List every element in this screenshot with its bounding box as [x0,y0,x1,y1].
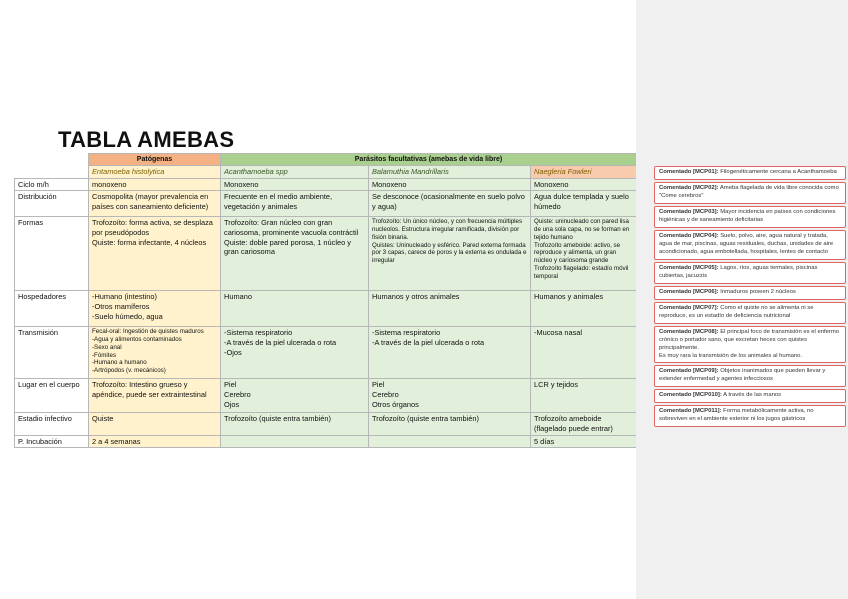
comment-text: Mayor incidencia en países con condiciones higiénicas y de saneamiento deficitarias [659,208,836,223]
cell-transmision-naegleria: -Mucosa nasal [531,327,637,379]
comment-text: Filogenéticamente cercana a Acanthamoeba [720,169,837,175]
cell-distribucion-balamuthia: Se desconoce (ocasionalmente en suelo polvo y agua) [369,191,531,217]
amebas-table [14,153,637,448]
comment-box[interactable] [654,166,846,180]
comment-box[interactable] [654,182,846,204]
empty-corner-2 [15,166,89,179]
cell-incubacion-entamoeba: 2 a 4 semanas [89,435,221,448]
table-row-hospedadores [15,291,637,327]
cell-ciclo-acanthamoeba: Monoxeno [221,178,369,191]
cell-distribucion-acanthamoeba: Frecuente en el medio ambiente, vegetación y animales [221,191,369,217]
cell-lugar-naegleria: LCR y tejidos [531,379,637,413]
cell-lugar-entamoeba: Trofozoíto: Intestino grueso y apéndice, puede ser extraintestinal [89,379,221,413]
cell-ciclo-naegleria: Monoxeno [531,178,637,191]
row-label-estadio: Estadio infectivo [15,413,89,435]
comment-box[interactable] [654,405,846,427]
cell-distribucion-naegleria: Agua dulce templada y suelo húmedo [531,191,637,217]
empty-corner [15,154,89,166]
cell-distribucion-entamoeba: Cosmopolita (mayor prevalencia en países con saneamiento deficiente) [89,191,221,217]
cell-hospedadores-acanthamoeba: Humano [221,291,369,327]
comment-text: Suelo, polvo, aire, agua natural y tratada, agua de mar, piscinas, aguas residuales, duchas, unidades de aire acondicionado, agua embotellada, hospitales, lentes de contacto [659,232,834,255]
table-row-incubacion [15,435,637,448]
cell-transmision-acanthamoeba: -Sistema respiratorio -A través de la piel ulcerada o rota -Ojos [221,327,369,379]
comment-tag: Comentado [MCP05]: [659,264,719,271]
cell-incubacion-naegleria: 5 días [531,435,637,448]
table-row-estadio [15,413,637,435]
comment-text: Inmaduros poseen 2 núcleos [720,288,796,295]
comment-tag: Comentado [MCP07]: [659,304,719,311]
comment-box[interactable] [654,326,846,364]
cell-lugar-acanthamoeba: Piel Cerebro Ojos [221,379,369,413]
row-label-transmision: Transmisión [15,327,89,379]
comment-tag: Comentado [MCP09]: [659,368,719,375]
cell-estadio-acanthamoeba: Trofozoíto (quiste entra también) [221,413,369,435]
row-label-hospedadores: Hospedadores [15,291,89,327]
table-row-formas [15,217,637,291]
comment-tag: Comentado [MCP010]: [659,392,722,399]
comment-text: Ameba flagelada de vida libre conocida como "Come cerebros" [659,184,839,199]
page-title: TABLA AMEBAS [58,127,235,152]
comment-box[interactable] [654,206,846,228]
comment-text: Lagos, ríos, aguas termales, piscinas cubiertas, jacuzzis [659,264,818,279]
row-label-lugar: Lugar en el cuerpo [15,379,89,413]
comment-tag: Comentado [MCP06]: [659,288,719,295]
comment-text: Objetos inanimados que pueden llevar y extender enfermedad y agentes infecciosos [659,368,826,383]
cell-estadio-balamuthia: Trofozoíto (quiste entra también) [369,413,531,435]
cell-hospedadores-naegleria: Humanos y animales [531,291,637,327]
cell-ciclo-balamuthia: Monoxeno [369,178,531,191]
cell-hospedadores-balamuthia: Humanos y otros animales [369,291,531,327]
species-row [15,166,637,179]
comment-tag: Comentado [MCP08]: [659,328,719,335]
comment-tag: Comentado [MCP02]: [659,184,719,191]
cell-incubacion-balamuthia [369,435,531,448]
cell-formas-acanthamoeba: Trofozoíto: Gran núcleo con gran cariosoma, prominente vacuola contráctil Quiste: doble pared porosa, 1 núcleo y gran cariosoma [221,217,369,291]
header-facultative: Parásitos facultativas (amebas de vida libre) [221,154,637,166]
comment-text: El principal foco de transmisión es el enfermo crónico o portador sano, que excretan heces con quistes principalmente. Es muy rara la transmisión de los animales al humano. [659,328,840,359]
cell-estadio-entamoeba: Quiste [89,413,221,435]
comment-box[interactable] [654,262,846,284]
table-row-ciclo [15,178,637,191]
row-label-formas: Formas [15,217,89,291]
species-entamoeba: Entamoeba histolytica [89,166,221,179]
comment-box[interactable] [654,365,846,387]
cell-transmision-balamuthia: -Sistema respiratorio -A través de la piel ulcerada o rota [369,327,531,379]
cell-formas-balamuthia: Trofozoíto: Un único núcleo, y con frecuencia múltiples nucleolos. Estructura irregular ramificada, división por fisión binaria. Quistes: Uninucleado y esférico. Pared externa formada por 3 capas, carece de poros y la externa es ondulada e irregular [369,217,531,291]
comment-text: Forma metabólicamente activa, no sobreviven en el ambiente exterior ni los jugos gástricos [659,408,814,423]
comment-tag: Comentado [MCP01]: [659,169,719,175]
comment-tag: Comentado [MCP04]: [659,232,719,239]
cell-incubacion-acanthamoeba [221,435,369,448]
header-pathogens: Patógenas [89,154,221,166]
group-header-row [15,154,637,166]
species-naegleria: Naegleria Fowleri [531,166,637,179]
comment-box[interactable] [654,389,846,403]
cell-ciclo-entamoeba: monoxeno [89,178,221,191]
cell-hospedadores-entamoeba: -Humano (intestino) -Otros mamíferos -Suelo húmedo, agua [89,291,221,327]
comment-text: A través de las manos [723,392,782,399]
comment-box[interactable] [654,230,846,260]
cell-estadio-naegleria: Trofozoíto ameboide (flagelado puede entrar) [531,413,637,435]
row-label-incubacion: P. Incubación [15,435,89,448]
cell-formas-entamoeba: Trofozoíto: forma activa, se desplaza por pseudópodos Quiste: forma infectante, 4 núcleos [89,217,221,291]
species-balamuthia: Balamuthia Mandrillaris [369,166,531,179]
cell-transmision-entamoeba: Fecal-oral: Ingestión de quistes maduros -Agua y alimentos contaminados -Sexo anal -Fómites -Humano a humano -Artrópodos (v. mecánicos) [89,327,221,379]
comment-tag: Comentado [MCP011]: [659,408,722,415]
comment-tag: Comentado [MCP03]: [659,208,719,215]
table-row-transmision [15,327,637,379]
comment-box[interactable] [654,286,846,300]
row-label-distribucion: Distribución [15,191,89,217]
table-row-distribucion [15,191,637,217]
cell-formas-naegleria: Quiste: uninucleado con pared lisa de una sola capa, no se forman en tejido humano Trofozoíto ameboide: activo, se reproduce y alimenta, un gran núcleo y cariosoma grande Trofozoíto flagelado: estadío móvil temporal [531,217,637,291]
row-label-ciclo: Ciclo m/h [15,178,89,191]
comment-text: Como el quiste no se alimenta ni se reproduce, es un estadío de deficiencia nutricional [659,304,814,319]
comments-list [654,166,846,429]
cell-lugar-balamuthia: Piel Cerebro Otros órganos [369,379,531,413]
table-row-lugar [15,379,637,413]
comment-box[interactable] [654,302,846,324]
species-acanthamoeba: Acanthamoeba spp [221,166,369,179]
